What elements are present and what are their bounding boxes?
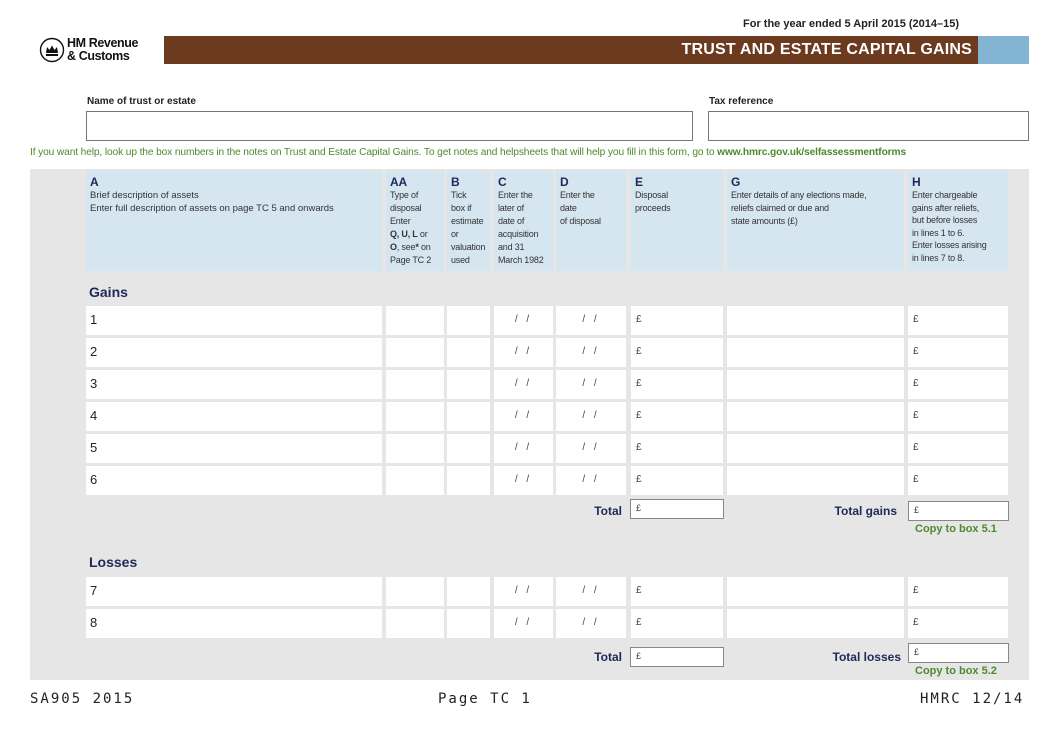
column-text-line bbox=[390, 241, 440, 254]
elections-field[interactable] bbox=[727, 577, 904, 606]
column-text-line: Tick bbox=[451, 190, 467, 200]
column-header-b bbox=[447, 171, 490, 271]
disposal-date-field[interactable]: / / bbox=[556, 338, 626, 367]
acquisition-date-field[interactable]: / / bbox=[494, 306, 553, 335]
estimate-checkbox[interactable] bbox=[447, 577, 490, 606]
column-text-line: date of bbox=[498, 216, 525, 226]
proceeds-field[interactable]: £ bbox=[631, 434, 723, 463]
description-field[interactable]: 7 bbox=[86, 577, 382, 606]
column-text-line: or bbox=[451, 229, 459, 239]
column-text-line: Brief description of assets bbox=[90, 190, 199, 201]
column-letter: AA bbox=[390, 175, 407, 189]
column-header-d bbox=[556, 171, 626, 271]
brand-line-1: HM Revenue bbox=[67, 36, 139, 50]
asterisk-mark: * bbox=[415, 242, 419, 252]
total-losses-field[interactable]: £ bbox=[908, 643, 1009, 663]
hmrc-brand-text bbox=[67, 37, 138, 63]
acquisition-date-field[interactable]: / / bbox=[494, 370, 553, 399]
chargeable-gain-field[interactable]: £ bbox=[908, 466, 1008, 495]
trust-name-label: Name of trust or estate bbox=[87, 96, 196, 107]
elections-field[interactable] bbox=[727, 402, 904, 431]
revision-code: HMRC 12/14 bbox=[920, 691, 1025, 707]
page-number: Page TC 1 bbox=[438, 691, 532, 707]
acquisition-date-field[interactable]: / / bbox=[494, 609, 553, 638]
losses-total-field[interactable]: £ bbox=[630, 647, 724, 667]
acquisition-date-field[interactable]: / / bbox=[494, 434, 553, 463]
disposal-date-field[interactable]: / / bbox=[556, 306, 626, 335]
column-letter: B bbox=[451, 175, 460, 189]
column-text-line: estimate bbox=[451, 216, 484, 226]
losses-total-label: Total bbox=[594, 650, 622, 664]
total-losses-label: Total losses bbox=[832, 650, 901, 664]
estimate-checkbox[interactable] bbox=[447, 466, 490, 495]
column-text-line: disposal bbox=[390, 203, 422, 213]
form-title: TRUST AND ESTATE CAPITAL GAINS bbox=[681, 41, 972, 58]
column-text-fragment: on bbox=[418, 242, 431, 252]
column-text-line: Enter chargeable bbox=[912, 190, 978, 200]
column-text-line: Enter the bbox=[498, 190, 533, 200]
column-text-line: acquisition bbox=[498, 229, 539, 239]
estimate-checkbox[interactable] bbox=[447, 609, 490, 638]
column-letter: C bbox=[498, 175, 507, 189]
column-letter: E bbox=[635, 175, 643, 189]
disposal-type-field[interactable] bbox=[386, 434, 444, 463]
column-text-line: Enter losses arising bbox=[912, 240, 987, 250]
disposal-date-field[interactable]: / / bbox=[556, 609, 626, 638]
column-text-line: of disposal bbox=[560, 216, 601, 226]
column-header-c bbox=[494, 171, 553, 271]
gains-total-field[interactable]: £ bbox=[630, 499, 724, 519]
column-text-line: Type of bbox=[390, 190, 419, 200]
column-header-e bbox=[631, 171, 723, 271]
column-text-fragment: , see bbox=[396, 242, 416, 252]
column-text-line: state amounts (£) bbox=[731, 216, 798, 226]
column-text-line: Enter bbox=[390, 216, 411, 226]
column-text-line: and 31 bbox=[498, 242, 525, 252]
copy-to-box-5-2: Copy to box 5.2 bbox=[915, 665, 997, 677]
gains-heading: Gains bbox=[89, 284, 128, 300]
description-field[interactable]: 2 bbox=[86, 338, 382, 367]
column-text-line: in lines 1 to 6. bbox=[912, 227, 965, 238]
column-text-line: date bbox=[560, 203, 577, 213]
proceeds-field[interactable]: £ bbox=[631, 402, 723, 431]
proceeds-field[interactable]: £ bbox=[631, 609, 723, 638]
brand-line-2: & Customs bbox=[67, 49, 130, 63]
column-header-aa bbox=[386, 171, 444, 271]
column-text-line: but before losses bbox=[912, 215, 978, 225]
acquisition-date-field[interactable]: / / bbox=[494, 338, 553, 367]
elections-field[interactable] bbox=[727, 306, 904, 335]
column-letter: H bbox=[912, 175, 921, 189]
help-text bbox=[30, 147, 1030, 158]
title-bar bbox=[164, 36, 978, 64]
column-text-line: March 1982 bbox=[498, 255, 544, 265]
proceeds-field[interactable]: £ bbox=[631, 370, 723, 399]
disposal-type-field[interactable] bbox=[386, 466, 444, 495]
losses-heading: Losses bbox=[89, 554, 138, 570]
proceeds-field[interactable]: £ bbox=[631, 466, 723, 495]
form-code: SA905 2015 bbox=[30, 691, 135, 707]
chargeable-gain-field[interactable]: £ bbox=[908, 338, 1008, 367]
chargeable-gain-field[interactable]: £ bbox=[908, 370, 1008, 399]
description-field[interactable]: 4 bbox=[86, 402, 382, 431]
disposal-date-field[interactable]: / / bbox=[556, 466, 626, 495]
disposal-date-field[interactable]: / / bbox=[556, 402, 626, 431]
estimate-checkbox[interactable] bbox=[447, 434, 490, 463]
acquisition-date-field[interactable]: / / bbox=[494, 466, 553, 495]
column-text-line bbox=[390, 228, 440, 241]
chargeable-gain-field[interactable]: £ bbox=[908, 434, 1008, 463]
tax-year-text: For the year ended 5 April 2015 (2014–15) bbox=[743, 18, 960, 30]
column-text-line: reliefs claimed or due and bbox=[731, 203, 829, 213]
elections-field[interactable] bbox=[727, 609, 904, 638]
total-gains-field[interactable]: £ bbox=[908, 501, 1009, 521]
elections-field[interactable] bbox=[727, 338, 904, 367]
gains-total-label: Total bbox=[594, 504, 622, 518]
column-letter: A bbox=[90, 175, 99, 189]
column-header-g bbox=[727, 171, 904, 271]
column-text-fragment: or bbox=[417, 229, 428, 239]
disposal-date-field[interactable]: / / bbox=[556, 370, 626, 399]
proceeds-field[interactable]: £ bbox=[631, 577, 723, 606]
description-field[interactable]: 6 bbox=[86, 466, 382, 495]
disposal-type-field[interactable] bbox=[386, 577, 444, 606]
elections-field[interactable] bbox=[727, 466, 904, 495]
crown-crest-icon bbox=[39, 37, 65, 63]
estimate-checkbox[interactable] bbox=[447, 306, 490, 335]
estimate-checkbox[interactable] bbox=[447, 338, 490, 367]
column-text-line: Enter full description of assets on page TC 5 and onwards bbox=[90, 203, 334, 214]
chargeable-gain-field[interactable]: £ bbox=[908, 577, 1008, 606]
help-sentence: If you want help, look up the box numbers in the notes on Trust and Estate Capital Gains. To get notes and helpsheets that will help you fill in this form, go to bbox=[30, 147, 715, 158]
acquisition-date-field[interactable]: / / bbox=[494, 577, 553, 606]
column-text-line: Enter details of any elections made, bbox=[731, 190, 867, 200]
total-gains-label: Total gains bbox=[834, 504, 897, 518]
column-header-a bbox=[86, 171, 382, 271]
column-text-line: Disposal bbox=[635, 190, 668, 200]
chargeable-gain-field[interactable]: £ bbox=[908, 306, 1008, 335]
estimate-checkbox[interactable] bbox=[447, 370, 490, 399]
disposal-codes: Q, U, L bbox=[390, 229, 418, 239]
column-text-line: box if bbox=[451, 203, 472, 213]
description-field[interactable]: 3 bbox=[86, 370, 382, 399]
title-accent-block bbox=[978, 36, 1029, 64]
tax-reference-label: Tax reference bbox=[709, 96, 774, 107]
proceeds-field[interactable]: £ bbox=[631, 338, 723, 367]
column-text-line: used bbox=[451, 255, 470, 265]
column-text-line: Page TC 2 bbox=[390, 255, 432, 265]
description-field[interactable]: 1 bbox=[86, 306, 382, 335]
disposal-code-o: O bbox=[390, 242, 397, 252]
disposal-type-field[interactable] bbox=[386, 306, 444, 335]
column-text-line: Enter the bbox=[560, 190, 595, 200]
elections-field[interactable] bbox=[727, 370, 904, 399]
disposal-type-field[interactable] bbox=[386, 609, 444, 638]
disposal-date-field[interactable]: / / bbox=[556, 434, 626, 463]
disposal-date-field[interactable]: / / bbox=[556, 577, 626, 606]
description-field[interactable]: 5 bbox=[86, 434, 382, 463]
column-text-line: in lines 7 to 8. bbox=[912, 252, 965, 263]
column-letter: G bbox=[731, 175, 741, 189]
column-text-line: gains after reliefs, bbox=[912, 202, 980, 213]
disposal-type-field[interactable] bbox=[386, 402, 444, 431]
help-link[interactable]: www.hmrc.gov.uk/selfassessmentforms bbox=[717, 147, 907, 158]
column-text-line: later of bbox=[498, 203, 524, 213]
column-header-h bbox=[908, 171, 1008, 271]
trust-name-field[interactable] bbox=[86, 111, 693, 141]
description-field[interactable]: 8 bbox=[86, 609, 382, 638]
elections-field[interactable] bbox=[727, 434, 904, 463]
column-letter: D bbox=[560, 175, 569, 189]
acquisition-date-field[interactable]: / / bbox=[494, 402, 553, 431]
disposal-type-field[interactable] bbox=[386, 338, 444, 367]
estimate-checkbox[interactable] bbox=[447, 402, 490, 431]
chargeable-gain-field[interactable]: £ bbox=[908, 402, 1008, 431]
hmrc-logo bbox=[39, 36, 149, 66]
copy-to-box-5-1: Copy to box 5.1 bbox=[915, 523, 997, 535]
disposal-type-field[interactable] bbox=[386, 370, 444, 399]
chargeable-gain-field[interactable]: £ bbox=[908, 609, 1008, 638]
column-text-line: valuation bbox=[451, 242, 486, 252]
proceeds-field[interactable]: £ bbox=[631, 306, 723, 335]
tax-reference-field[interactable] bbox=[708, 111, 1029, 141]
column-text-line: proceeds bbox=[635, 203, 671, 213]
